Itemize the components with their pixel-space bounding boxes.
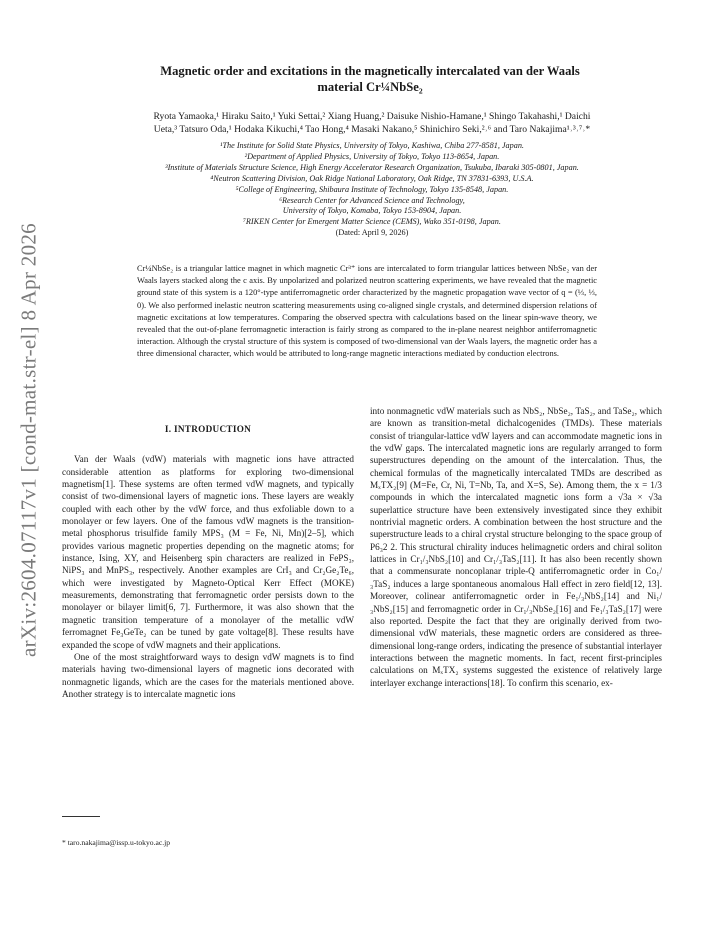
affiliation-1: ¹The Institute for Solid State Physics, University of Tokyo, Kashiwa, Chiba 277-8581, Japan. <box>220 141 524 150</box>
author-line-1: Ryota Yamaoka,¹ Hiraku Saito,¹ Yuki Settai,² Xiang Huang,² Daisuke Nishio-Hamane,¹ Shingo Takahashi,¹ Daichi <box>153 111 591 122</box>
affiliation-5: ⁵College of Engineering, Shibaura Institute of Technology, Tokyo 135-8548, Japan. <box>235 184 509 194</box>
section-heading-introduction: I. INTRODUCTION <box>164 424 252 434</box>
intro-paragraph-continued: into nonmagnetic vdW materials such as NbS₂, NbSe₂, TaS₂, and TaSe₂, which are known as transition-metal dichalcogenides (TMDs). These materials consist of triangular-lattice vdW layers and can accommodate magnetic ions in the vdW gaps. The intercalated magnetic ions are regularly arranged to form superstructures depending on the amount of the intercalation. Thus, the chemical formulas of the magnetically intercalated TMDs are described as MₓTX₂[9] (M=Fe, Cr, Ni, T=Nb, Ta, and X=S, Se). Among them, the x = 1/3 compounds in which the intercalated magnetic ions form a √3a × √3a superlattice structure have been extensively investigated since they exhibit nontrivial magnetic orders. A combination between the host structure and the superstructure leads to a chiral crystal structure belonging to the space group of P6₃2 2. This structural chirality induces helimagnetic orders and chiral soliton lattices in Cr₁/₃NbS₂[10] and Cr₁/₃TaS₂[11]. It has also been recently shown that a commensurate noncoplanar triple-Q antiferromagnetic order in Co₁/₃TaS₂ induces a large spontaneous anomalous Hall effect in zero field[12, 13]. Moreover, colinear antiferromagnetic order in Fe₁/₃NbS₂[14] and Ni₁/₃NbS₂[15] and ferromagnetic order in Cr₁/₃NbSe₂[16] and Fe₁/₃TaS₂[17] were also reported. Despite the fact that they are originally derived from two-dimensional vdW materials, these magnetic orders are considered as three-dimensional long-range orders, indicating the presence of substantial interlayer interactions between the magnetic moments. In fact, recent first-principles calculations on MₓTX₂ systems suggested the existence of relatively large interlayer exchange interactions[18]. To confirm this scenario, ex- <box>370 406 662 688</box>
left-column <box>62 423 354 700</box>
affiliation-4: ⁴Neutron Scattering Division, Oak Ridge National Laboratory, Oak Ridge, TN 37831-6393, U.S.A. <box>210 173 534 183</box>
affiliation-2: ²Department of Applied Physics, University of Tokyo, Tokyo 113-8654, Japan. <box>244 151 500 161</box>
affiliation-6: ⁶Research Center for Advanced Science and Technology, <box>279 195 465 205</box>
affiliation-6-cont: University of Tokyo, Komaba, Tokyo 153-8904, Japan. <box>282 206 462 216</box>
paper-title <box>80 63 660 95</box>
author-line-2: Ueta,³ Tatsuro Oda,¹ Hodaka Kikuchi,⁴ Tao Hong,⁴ Masaki Nakano,⁵ Shinichiro Seki,²˒⁶ and Taro Nakajima¹˒³˒⁷˒* <box>153 124 591 135</box>
author-list <box>62 110 682 136</box>
right-column <box>370 405 662 689</box>
affiliation-list <box>62 141 682 239</box>
title-line-1: Magnetic order and excitations in the magnetically intercalated van der Waals <box>160 64 580 78</box>
footnote-divider <box>62 816 100 817</box>
arxiv-identifier: arXiv:2604.07117v1 [cond-mat.str-el] 8 Apr 2026 <box>16 223 41 657</box>
corresponding-author-footnote: * taro.nakajima@issp.u-tokyo.ac.jp <box>62 838 171 847</box>
title-line-2: material Cr¼NbSe₂ <box>317 80 423 94</box>
intro-paragraph-2: One of the most straightforward ways to design vdW magnets is to find materials having two-dimensional layers of magnetic ions decorated with nonmagnetic ligands, which are the cases for the materials mentioned above. Another strategy is to intercalate magnetic ions <box>62 651 354 699</box>
dated-line: (Dated: April 9, 2026) <box>335 228 409 238</box>
affiliation-7: ⁷RIKEN Center for Emergent Matter Science (CEMS), Wako 351-0198, Japan. <box>243 217 501 227</box>
affiliation-3: ³Institute of Materials Structure Science, High Energy Accelerator Research Organization, Tsukuba, Ibaraki 305-0801, Japan. <box>165 162 579 172</box>
intro-paragraph-1: Van der Waals (vdW) materials with magnetic ions have attracted considerable attention as platforms for exploring two-dimensional magnetism[1]. These systems are often termed vdW magnets, and typically consist of two-dimensional layers of magnetic ions. These layers are weakly coupled with each other by the vdW force, and thus exfoliable down to a monolayer or few layers. One of the famous vdW magnets is the transition-metal phosphorus trisulfide family MPS₃ (M = Fe, Ni, Mn)[2–5], which provides various magnetic properties depending on the magnetic atoms; for instance, Ising, XY, and Heisenberg spin characters are realized in FePS₃, NiPS₃ and MnPS₃, respectively. Another examples are CrI₃ and Cr₂Ge₂Te₆, which were investigated by Magneto-Optical Kerr Effect (MOKE) measurements, demonstrating that ferromagnetic order persists down to the monolayer or bilayer limit[6, 7]. Furthermore, it was also shown that the magnetic transition temperature of a monolayer of the metallic vdW ferromagnet Fe₃GeTe₂ can be tuned by gate voltage[8]. These results have expanded the scope of vdW magnets and their applications. <box>62 454 354 650</box>
arxiv-sidebar <box>6 220 52 660</box>
abstract: Cr¼NbSe₂ is a triangular lattice magnet in which magnetic Cr³⁺ ions are intercalated to form triangular lattices between NbSe₂ van der Waals layers stacked along the c axis. By unpolarized and polarized neutron scattering experiments, we have revealed that the magnetic ground state of this system is a 120°-type antiferromagnetic order characterized by the magnetic propagation wave vector of q = (⅓, ⅓, 0). We also performed inelastic neutron scattering measurements using co-aligned single crystals, and determined dispersion relations of magnetic excitations at low temperatures. Comparing the observed spectra with calculations based on the linear spin-wave theory, we revealed that the out-of-plane ferromagnetic interaction is fairly strong as compared to the in-plane nearest neighbor antiferromagnetic interaction. Although the crystal structure of this system is composed of two-dimensional van der Waals layers, the magnetic order has a three dimensional character, which would be attributed to long-range magnetic interactions mediated by conduction electrons. <box>137 264 597 359</box>
